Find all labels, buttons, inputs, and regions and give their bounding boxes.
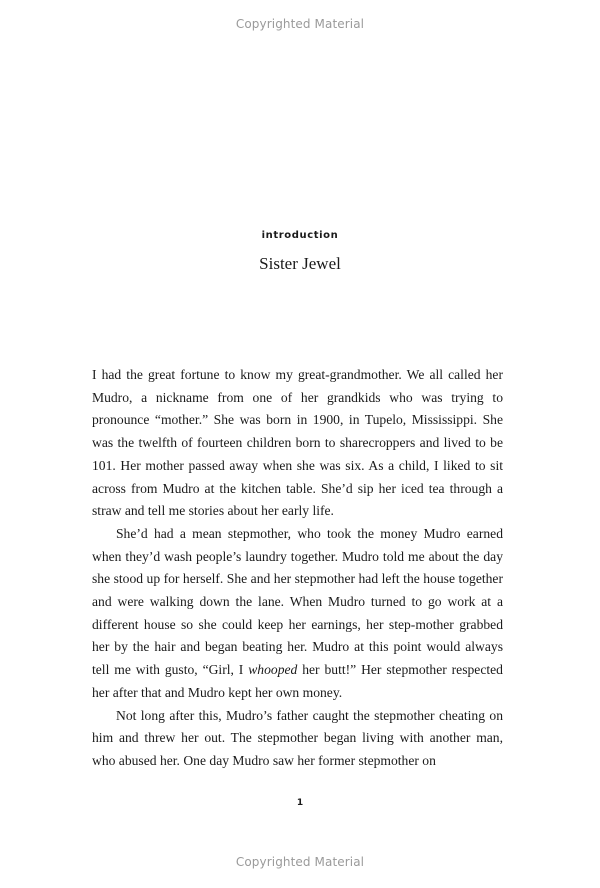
emphasis-text: whooped: [248, 662, 298, 678]
paragraph-1: [92, 364, 503, 523]
paragraph-3: [92, 705, 503, 773]
paragraph-2: [92, 523, 503, 705]
watermark-bottom: Copyrighted Material: [235, 855, 365, 869]
body-text: [92, 364, 503, 773]
page-number: 1: [296, 798, 304, 808]
watermark-top: Copyrighted Material: [235, 17, 365, 31]
section-label: introduction: [261, 230, 339, 241]
text-segment: Not long after this, Mudro’s father caught the stepmother cheating on him and threw her out. The stepmother began living with another man, who abused her. One day Mudro saw her former stepmother on: [92, 707, 503, 768]
text-segment: her butt!” Her stepmother respected her after that and Mudro kept her own money.: [92, 662, 503, 700]
text-segment: She’d had a mean stepmother, who took the money Mudro earned when they’d wash people’s laundry together. Mudro told me about the day she stood up for herself. She and her stepmother had left the house together and were walking down the lane. When Mudro turned to go work at a different house so she could keep her earnings, her step-mother grabbed her by the hair and began beating her. Mudro at this point would always tell me with gusto, “Girl, I: [92, 525, 503, 678]
chapter-title: Sister Jewel: [259, 254, 341, 273]
text-segment: I had the great fortune to know my great-grandmother. We all called her Mudro, a nickname from one of her grandkids who was trying to pronounce “mother.” She was born in 1900, in Tupelo, Mississippi. She was the twelfth of fourteen children born to sharecroppers and lived to be 101. Her mother passed away when she was six. As a child, I liked to sit across from Mudro at the kitchen table. She’d sip her iced tea through a straw and tell me stories about her early life.: [92, 367, 503, 519]
